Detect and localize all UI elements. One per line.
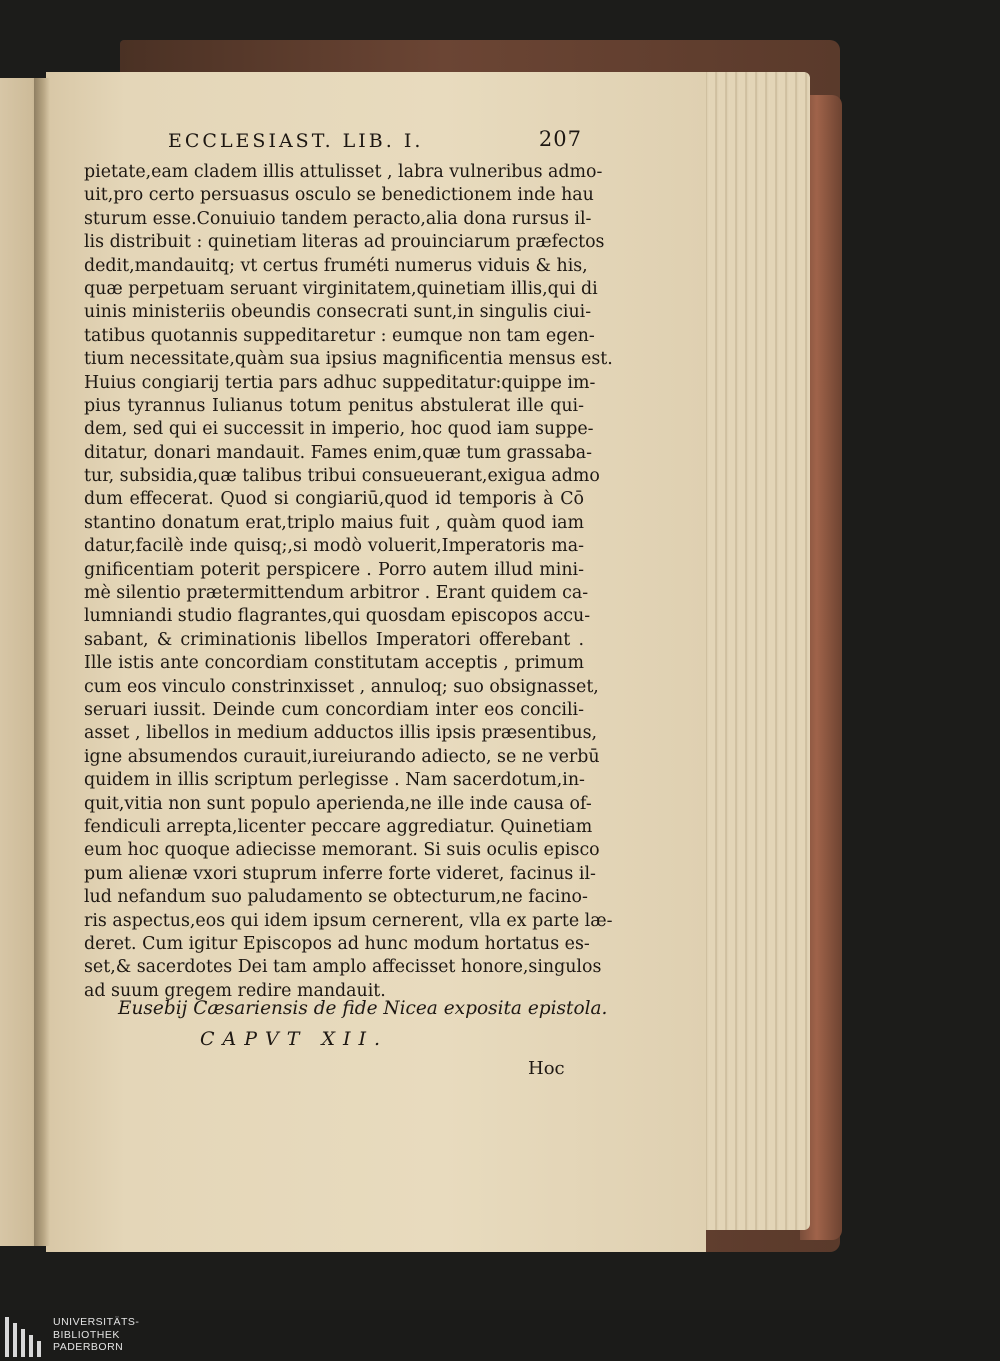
library-name-line: BIBLIOTHEK (53, 1328, 120, 1341)
text-line: mè silentio prætermittendum arbitror . Erant quidem ca- (84, 583, 589, 604)
text-line: asset , libellos in medium adductos illis ipsis præsentibus, (84, 723, 598, 744)
text-line: Ille istis ante concordiam constitutam acceptis , primum (84, 653, 584, 674)
page-number: 207 (538, 127, 582, 151)
text-line: pius tyrannus Iulianus totum penitus abstulerat ille qui- (84, 395, 584, 416)
library-logo-icon (5, 1317, 43, 1357)
text-line: quidem in illis scriptum perlegisse . Nam sacerdotum,in- (84, 770, 585, 791)
running-header (118, 124, 588, 154)
text-line: ad suum gregem redire mandauit. (84, 980, 386, 1001)
text-line: datur,facilè inde quisq;,si modò voluerit,Imperatoris ma- (84, 536, 584, 557)
text-line: ditatur, donari mandauit. Fames enim,quæ tum grassaba- (84, 442, 593, 463)
running-title: ECCLESIAST. LIB. I. (168, 130, 424, 152)
text-line: pum alienæ vxori stuprum inferre forte videret, facinus il- (84, 863, 596, 884)
text-line: dedit,mandauitq; vt certus fruméti numerus viduis & his, (84, 255, 588, 276)
text-line: set,& sacerdotes Dei tam amplo affecisset honore,singulos (84, 957, 602, 978)
text-line: quit,vitia non sunt populo aperienda,ne ille inde causa of- (84, 793, 592, 814)
chapter-title: Eusebij Cæsariensis de fide Nicea exposita epistola. (118, 998, 608, 1019)
chapter-number: CAPVT XII. (200, 1028, 389, 1050)
text-line: sabant, & criminationis libellos Imperatori offerebant . (84, 629, 584, 650)
text-line: tatibus quotannis suppeditaretur : eumque non tam egen- (84, 325, 595, 346)
library-footer (0, 1310, 1000, 1361)
text-line: dem, sed qui ei successit in imperio, hoc quod iam suppe- (84, 419, 594, 440)
book-gutter (34, 78, 50, 1246)
text-line: dum effecerat. Quod si congiariū,quod id temporis à Cō (84, 489, 584, 510)
library-name-line: PADERBORN (53, 1341, 124, 1353)
text-line: sturum esse.Conuiuio tandem peracto,alia dona rursus il- (84, 208, 592, 229)
text-line: fendiculi arrepta,licenter peccare aggrediatur. Quinetiam (84, 816, 593, 837)
page-fore-edge (700, 72, 810, 1230)
text-line: igne absumendos curauit,iureiurando adiecto, se ne verbū (84, 746, 600, 767)
body-text (84, 161, 613, 1003)
text-line: tium necessitate,quàm sua ipsius magnificentia mensus est. (84, 349, 613, 370)
text-line: pietate,eam cladem illis attulisset , labra vulneribus admo- (84, 162, 603, 182)
text-line: quæ perpetuam seruant virginitatem,quinetiam illis,qui di (84, 278, 598, 299)
text-line: Huius congiarij tertia pars adhuc suppeditatur:quippe im- (84, 372, 596, 393)
catchword: Hoc (528, 1058, 565, 1079)
text-line: lud nefandum suo paludamento se obtecturum,ne facino- (84, 887, 588, 908)
text-line: lis distribuit : quinetiam literas ad prouinciarum præfectos (84, 232, 605, 253)
text-line: ris aspectus,eos qui idem ipsum cernerent, vlla ex parte læ- (84, 910, 613, 931)
text-line: uinis ministeriis obeundis consecrati sunt,in singulis ciui- (84, 302, 592, 323)
library-name (53, 1316, 139, 1354)
text-line: tur, subsidia,quæ talibus tribui consueuerant,exigua admo (84, 466, 600, 487)
text-line: uit,pro certo persuasus osculo se benedictionem inde hau (84, 185, 594, 206)
text-line: cum eos vinculo constrinxisset , annuloq; suo obsignasset, (84, 676, 599, 697)
text-line: gnificentiam poterit perspicere . Porro autem illud mini- (84, 559, 584, 580)
library-name-line: UNIVERSITÄTS- (53, 1316, 140, 1328)
text-line: lumniandi studio flagrantes,qui quosdam episcopos accu- (84, 606, 591, 627)
text-line: deret. Cum igitur Episcopos ad hunc modum hortatus es- (84, 933, 590, 954)
text-line: seruari iussit. Deinde cum concordiam inter eos concili- (84, 699, 584, 720)
text-line: stantino donatum erat,triplo maius fuit , quàm quod iam (84, 512, 584, 533)
text-line: eum hoc quoque adiecisse memorant. Si suis oculis episco (84, 840, 600, 861)
